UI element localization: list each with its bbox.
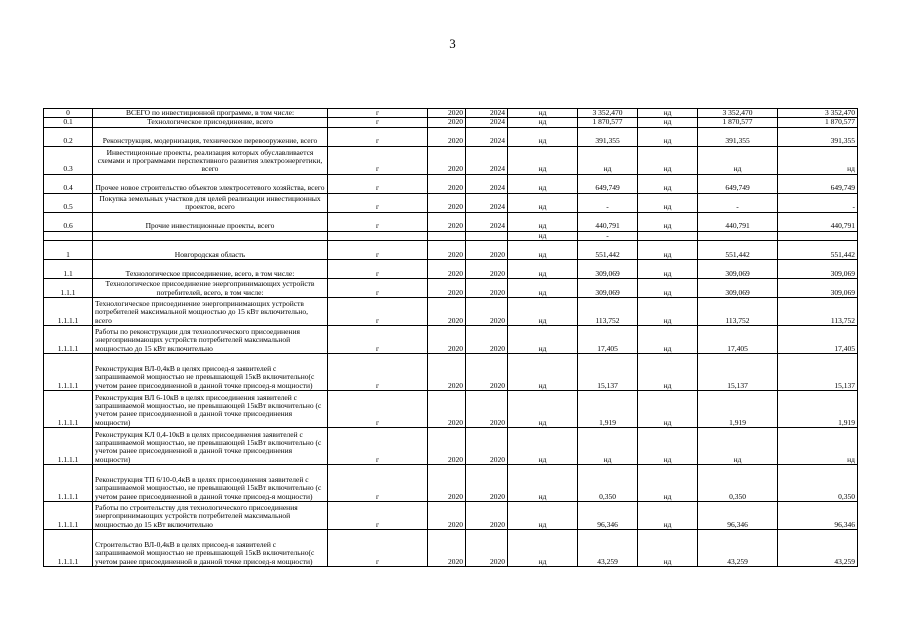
row-year-end: 2024 <box>466 193 508 212</box>
row-col-3: нд <box>638 260 698 279</box>
row-col-5: 309,069 <box>778 279 858 298</box>
row-col-1: нд <box>508 231 578 240</box>
row-year-end: 2024 <box>466 127 508 146</box>
table-row <box>44 231 858 240</box>
row-name: Технологическое присоединение энергопринимающих устройств потребителей максимальной мощностью до 15 кВт включительно, всего <box>93 298 328 326</box>
row-number: 1.1.1 <box>44 279 93 298</box>
row-col-5: 1,919 <box>778 391 858 428</box>
row-unit: г <box>328 391 428 428</box>
row-year-end: 2020 <box>466 260 508 279</box>
row-year-start: 2020 <box>428 279 466 298</box>
row-col-3: нд <box>638 354 698 391</box>
row-number: 0.3 <box>44 146 93 174</box>
row-year-start: 2020 <box>428 241 466 260</box>
row-year-start: 2020 <box>428 109 466 118</box>
row-name: Строительство ВЛ-0,4кВ в целях присоед-я заявителей с запрашиваемой мощностью не превышающей 15кВ включительно(с учетом ранее присоединенной в данной точке присоед-я мощности) <box>93 530 328 567</box>
table-row <box>44 428 858 465</box>
row-col-1: нд <box>508 109 578 118</box>
row-col-3: нд <box>638 391 698 428</box>
row-year-start: 2020 <box>428 174 466 193</box>
row-col-4: 0,350 <box>698 465 778 502</box>
row-year-end: 2020 <box>466 298 508 326</box>
row-col-1: нд <box>508 428 578 465</box>
row-col-4: 309,069 <box>698 260 778 279</box>
row-col-3: нд <box>638 212 698 231</box>
row-col-1: нд <box>508 127 578 146</box>
row-name: Новгородская область <box>93 241 328 260</box>
table-row <box>44 118 858 127</box>
row-name: Реконструкция ВЛ 6-10кВ в целях присоединения заявителей с запрашиваемой мощностью, не превышающей 15кВт включительно (с учетом ранее присоединенной в данной точке присоединения мощности) <box>93 391 328 428</box>
row-year-start: 2020 <box>428 530 466 567</box>
row-unit: г <box>328 212 428 231</box>
row-col-1: нд <box>508 146 578 174</box>
row-year-end: 2020 <box>466 279 508 298</box>
table-row <box>44 193 858 212</box>
row-col-2: нд <box>578 146 638 174</box>
row-name: Работы по реконструкции для технологического присоединения энергопринимающих устройств потребителей максимальной мощностью до 15 кВт включительно <box>93 326 328 354</box>
row-name: Покупка земельных участков для целей реализации инвестиционных проектов, всего <box>93 193 328 212</box>
row-col-3: нд <box>638 193 698 212</box>
row-year-end: 2020 <box>466 428 508 465</box>
row-col-4: 3 352,470 <box>698 109 778 118</box>
row-col-3: нд <box>638 298 698 326</box>
row-number: 0.4 <box>44 174 93 193</box>
row-name: ВСЕГО по инвестиционной программе, в том числе: <box>93 109 328 118</box>
row-col-5: нд <box>778 146 858 174</box>
row-col-3 <box>638 231 698 240</box>
row-col-4: 1 870,577 <box>698 118 778 127</box>
row-year-start: 2020 <box>428 298 466 326</box>
row-col-1: нд <box>508 241 578 260</box>
row-number: 0.5 <box>44 193 93 212</box>
row-col-5: 3 352,470 <box>778 109 858 118</box>
table-row <box>44 174 858 193</box>
row-col-2: 309,069 <box>578 260 638 279</box>
row-col-5: 649,749 <box>778 174 858 193</box>
row-col-2: 43,259 <box>578 530 638 567</box>
row-col-1: нд <box>508 391 578 428</box>
row-col-5: 440,791 <box>778 212 858 231</box>
row-unit: г <box>328 354 428 391</box>
row-year-end: 2024 <box>466 174 508 193</box>
row-col-2: 96,346 <box>578 502 638 530</box>
row-col-5: 1 870,577 <box>778 118 858 127</box>
row-col-5: 15,137 <box>778 354 858 391</box>
row-col-4: 309,069 <box>698 279 778 298</box>
row-col-4: 391,355 <box>698 127 778 146</box>
row-col-3: нд <box>638 174 698 193</box>
row-col-2: 440,791 <box>578 212 638 231</box>
row-col-2: 1 870,577 <box>578 118 638 127</box>
table-row <box>44 502 858 530</box>
row-col-5: 113,752 <box>778 298 858 326</box>
row-number: 1.1.1.1 <box>44 428 93 465</box>
row-col-4 <box>698 231 778 240</box>
row-col-4: - <box>698 193 778 212</box>
row-name: Работы по строительству для технологического присоединения энергопринимающих устройств потребителей максимальной мощностью до 15 кВт включительно <box>93 502 328 530</box>
row-year-end: 2020 <box>466 391 508 428</box>
table-row <box>44 298 858 326</box>
row-col-2: - <box>578 231 638 240</box>
row-col-1: нд <box>508 298 578 326</box>
row-year-end: 2020 <box>466 502 508 530</box>
row-unit: г <box>328 118 428 127</box>
row-col-4: 113,752 <box>698 298 778 326</box>
row-unit: г <box>328 109 428 118</box>
row-number: 1.1.1.1 <box>44 354 93 391</box>
row-col-5: 309,069 <box>778 260 858 279</box>
row-unit: г <box>328 326 428 354</box>
row-number: 1.1.1.1 <box>44 502 93 530</box>
row-year-start: 2020 <box>428 118 466 127</box>
row-col-5 <box>778 231 858 240</box>
row-year-end: 2020 <box>466 241 508 260</box>
row-year-start: 2020 <box>428 127 466 146</box>
row-unit: г <box>328 260 428 279</box>
row-number: 1 <box>44 241 93 260</box>
row-name: Реконструкция ТП 6/10-0,4кВ в целях присоединения заявителей с запрашиваемой мощностью, не превышающей 15кВт включительно (с учетом ранее присоединенной в данной точке присоед-я мощности) <box>93 465 328 502</box>
table-row <box>44 465 858 502</box>
row-year-start: 2020 <box>428 428 466 465</box>
row-name: Технологическое присоединение, всего <box>93 118 328 127</box>
row-number: 0 <box>44 109 93 118</box>
row-year-start: 2020 <box>428 391 466 428</box>
row-number: 0.2 <box>44 127 93 146</box>
row-col-1: нд <box>508 212 578 231</box>
row-year-start: 2020 <box>428 326 466 354</box>
row-col-4: 1,919 <box>698 391 778 428</box>
page-number: 3 <box>449 36 456 51</box>
row-col-3: нд <box>638 109 698 118</box>
row-col-2: 3 352,470 <box>578 109 638 118</box>
row-name: Реконструкция ВЛ-0,4кВ в целях присоед-я заявителей с запрашиваемой мощностью не превышающей 15кВ включительно(с учетом ранее присоединенной в данной точке присоед-я мощности) <box>93 354 328 391</box>
row-col-5: 551,442 <box>778 241 858 260</box>
row-year-end: 2020 <box>466 354 508 391</box>
row-col-4: нд <box>698 428 778 465</box>
row-name: Прочие инвестиционные проекты, всего <box>93 212 328 231</box>
row-col-5: 17,405 <box>778 326 858 354</box>
row-year-start: 2020 <box>428 354 466 391</box>
row-name: Реконструкция, модернизация, техническое перевооружение, всего <box>93 127 328 146</box>
row-col-5: 43,259 <box>778 530 858 567</box>
row-year-end: 2024 <box>466 212 508 231</box>
row-col-4: 440,791 <box>698 212 778 231</box>
table-row <box>44 326 858 354</box>
row-col-1: нд <box>508 193 578 212</box>
row-col-3: нд <box>638 146 698 174</box>
row-year-end <box>466 231 508 240</box>
row-year-start: 2020 <box>428 465 466 502</box>
row-unit: г <box>328 502 428 530</box>
row-col-4: 17,405 <box>698 326 778 354</box>
row-unit: г <box>328 298 428 326</box>
row-col-2: 0,350 <box>578 465 638 502</box>
table-row <box>44 260 858 279</box>
row-col-1: нд <box>508 260 578 279</box>
row-unit: г <box>328 193 428 212</box>
table-row <box>44 109 858 118</box>
table-row <box>44 212 858 231</box>
row-unit: г <box>328 146 428 174</box>
row-number: 1.1.1.1 <box>44 465 93 502</box>
row-number: 1.1.1.1 <box>44 391 93 428</box>
row-col-3: нд <box>638 465 698 502</box>
row-number: 0.6 <box>44 212 93 231</box>
row-year-start: 2020 <box>428 146 466 174</box>
row-col-4: 15,137 <box>698 354 778 391</box>
table-row <box>44 391 858 428</box>
row-name: Инвестиционные проекты, реализация которых обуславливается схемами и программами перспективного развития электроэнергетики, всего <box>93 146 328 174</box>
row-col-4: 43,259 <box>698 530 778 567</box>
row-year-end: 2024 <box>466 146 508 174</box>
row-col-4: 96,346 <box>698 502 778 530</box>
row-col-3: нд <box>638 241 698 260</box>
row-number: 1.1.1.1 <box>44 326 93 354</box>
row-unit: г <box>328 127 428 146</box>
table-row <box>44 354 858 391</box>
row-number: 0.1 <box>44 118 93 127</box>
row-col-2: 309,069 <box>578 279 638 298</box>
row-col-2: 649,749 <box>578 174 638 193</box>
table-row <box>44 146 858 174</box>
row-col-5: 96,346 <box>778 502 858 530</box>
row-unit: г <box>328 279 428 298</box>
row-col-2: - <box>578 193 638 212</box>
row-unit: г <box>328 241 428 260</box>
table-body <box>44 109 858 567</box>
investment-program-table <box>43 108 858 567</box>
row-col-5: 391,355 <box>778 127 858 146</box>
row-col-1: нд <box>508 279 578 298</box>
row-col-5: 0,350 <box>778 465 858 502</box>
row-year-end: 2024 <box>466 118 508 127</box>
row-number: 1.1.1.1 <box>44 298 93 326</box>
row-unit: г <box>328 530 428 567</box>
row-col-2: нд <box>578 428 638 465</box>
row-name: Технологическое присоединение, всего, в том числе: <box>93 260 328 279</box>
row-col-3: нд <box>638 428 698 465</box>
row-col-5: нд <box>778 428 858 465</box>
row-col-2: 113,752 <box>578 298 638 326</box>
row-col-3: нд <box>638 279 698 298</box>
table-row <box>44 530 858 567</box>
row-number: 1.1 <box>44 260 93 279</box>
row-year-end: 2024 <box>466 109 508 118</box>
row-unit: г <box>328 465 428 502</box>
row-col-4: 551,442 <box>698 241 778 260</box>
row-unit: г <box>328 428 428 465</box>
row-year-end: 2020 <box>466 465 508 502</box>
row-unit: г <box>328 174 428 193</box>
row-year-start <box>428 231 466 240</box>
row-unit <box>328 231 428 240</box>
row-col-1: нд <box>508 354 578 391</box>
row-col-1: нд <box>508 530 578 567</box>
row-col-4: 649,749 <box>698 174 778 193</box>
row-year-start: 2020 <box>428 212 466 231</box>
row-year-end: 2020 <box>466 530 508 567</box>
row-number: 1.1.1.1 <box>44 530 93 567</box>
row-col-2: 551,442 <box>578 241 638 260</box>
row-col-3: нд <box>638 326 698 354</box>
row-name: Прочее новое строительство объектов электросетевого хозяйства, всего <box>93 174 328 193</box>
row-name <box>93 231 328 240</box>
row-col-1: нд <box>508 465 578 502</box>
row-number <box>44 231 93 240</box>
row-col-1: нд <box>508 118 578 127</box>
row-col-3: нд <box>638 118 698 127</box>
row-col-2: 1,919 <box>578 391 638 428</box>
row-col-2: 17,405 <box>578 326 638 354</box>
row-col-4: нд <box>698 146 778 174</box>
table-row <box>44 279 858 298</box>
row-name: Реконструкция КЛ 0,4-10кВ в целях присоединения заявителей с запрашиваемой мощностью, не превышающей 15кВт включительно (с учетом ранее присоединенной в данной точке присоединения мощности) <box>93 428 328 465</box>
table-row <box>44 127 858 146</box>
row-year-start: 2020 <box>428 193 466 212</box>
row-year-start: 2020 <box>428 502 466 530</box>
row-year-end: 2020 <box>466 326 508 354</box>
row-name: Технологическое присоединение энергопринимающих устройств потребителей, всего, в том числе: <box>93 279 328 298</box>
row-year-start: 2020 <box>428 260 466 279</box>
row-col-1: нд <box>508 174 578 193</box>
row-col-3: нд <box>638 530 698 567</box>
row-col-1: нд <box>508 502 578 530</box>
row-col-3: нд <box>638 127 698 146</box>
row-col-3: нд <box>638 502 698 530</box>
row-col-1: нд <box>508 326 578 354</box>
row-col-5: - <box>778 193 858 212</box>
row-col-2: 15,137 <box>578 354 638 391</box>
table-row <box>44 241 858 260</box>
row-col-2: 391,355 <box>578 127 638 146</box>
